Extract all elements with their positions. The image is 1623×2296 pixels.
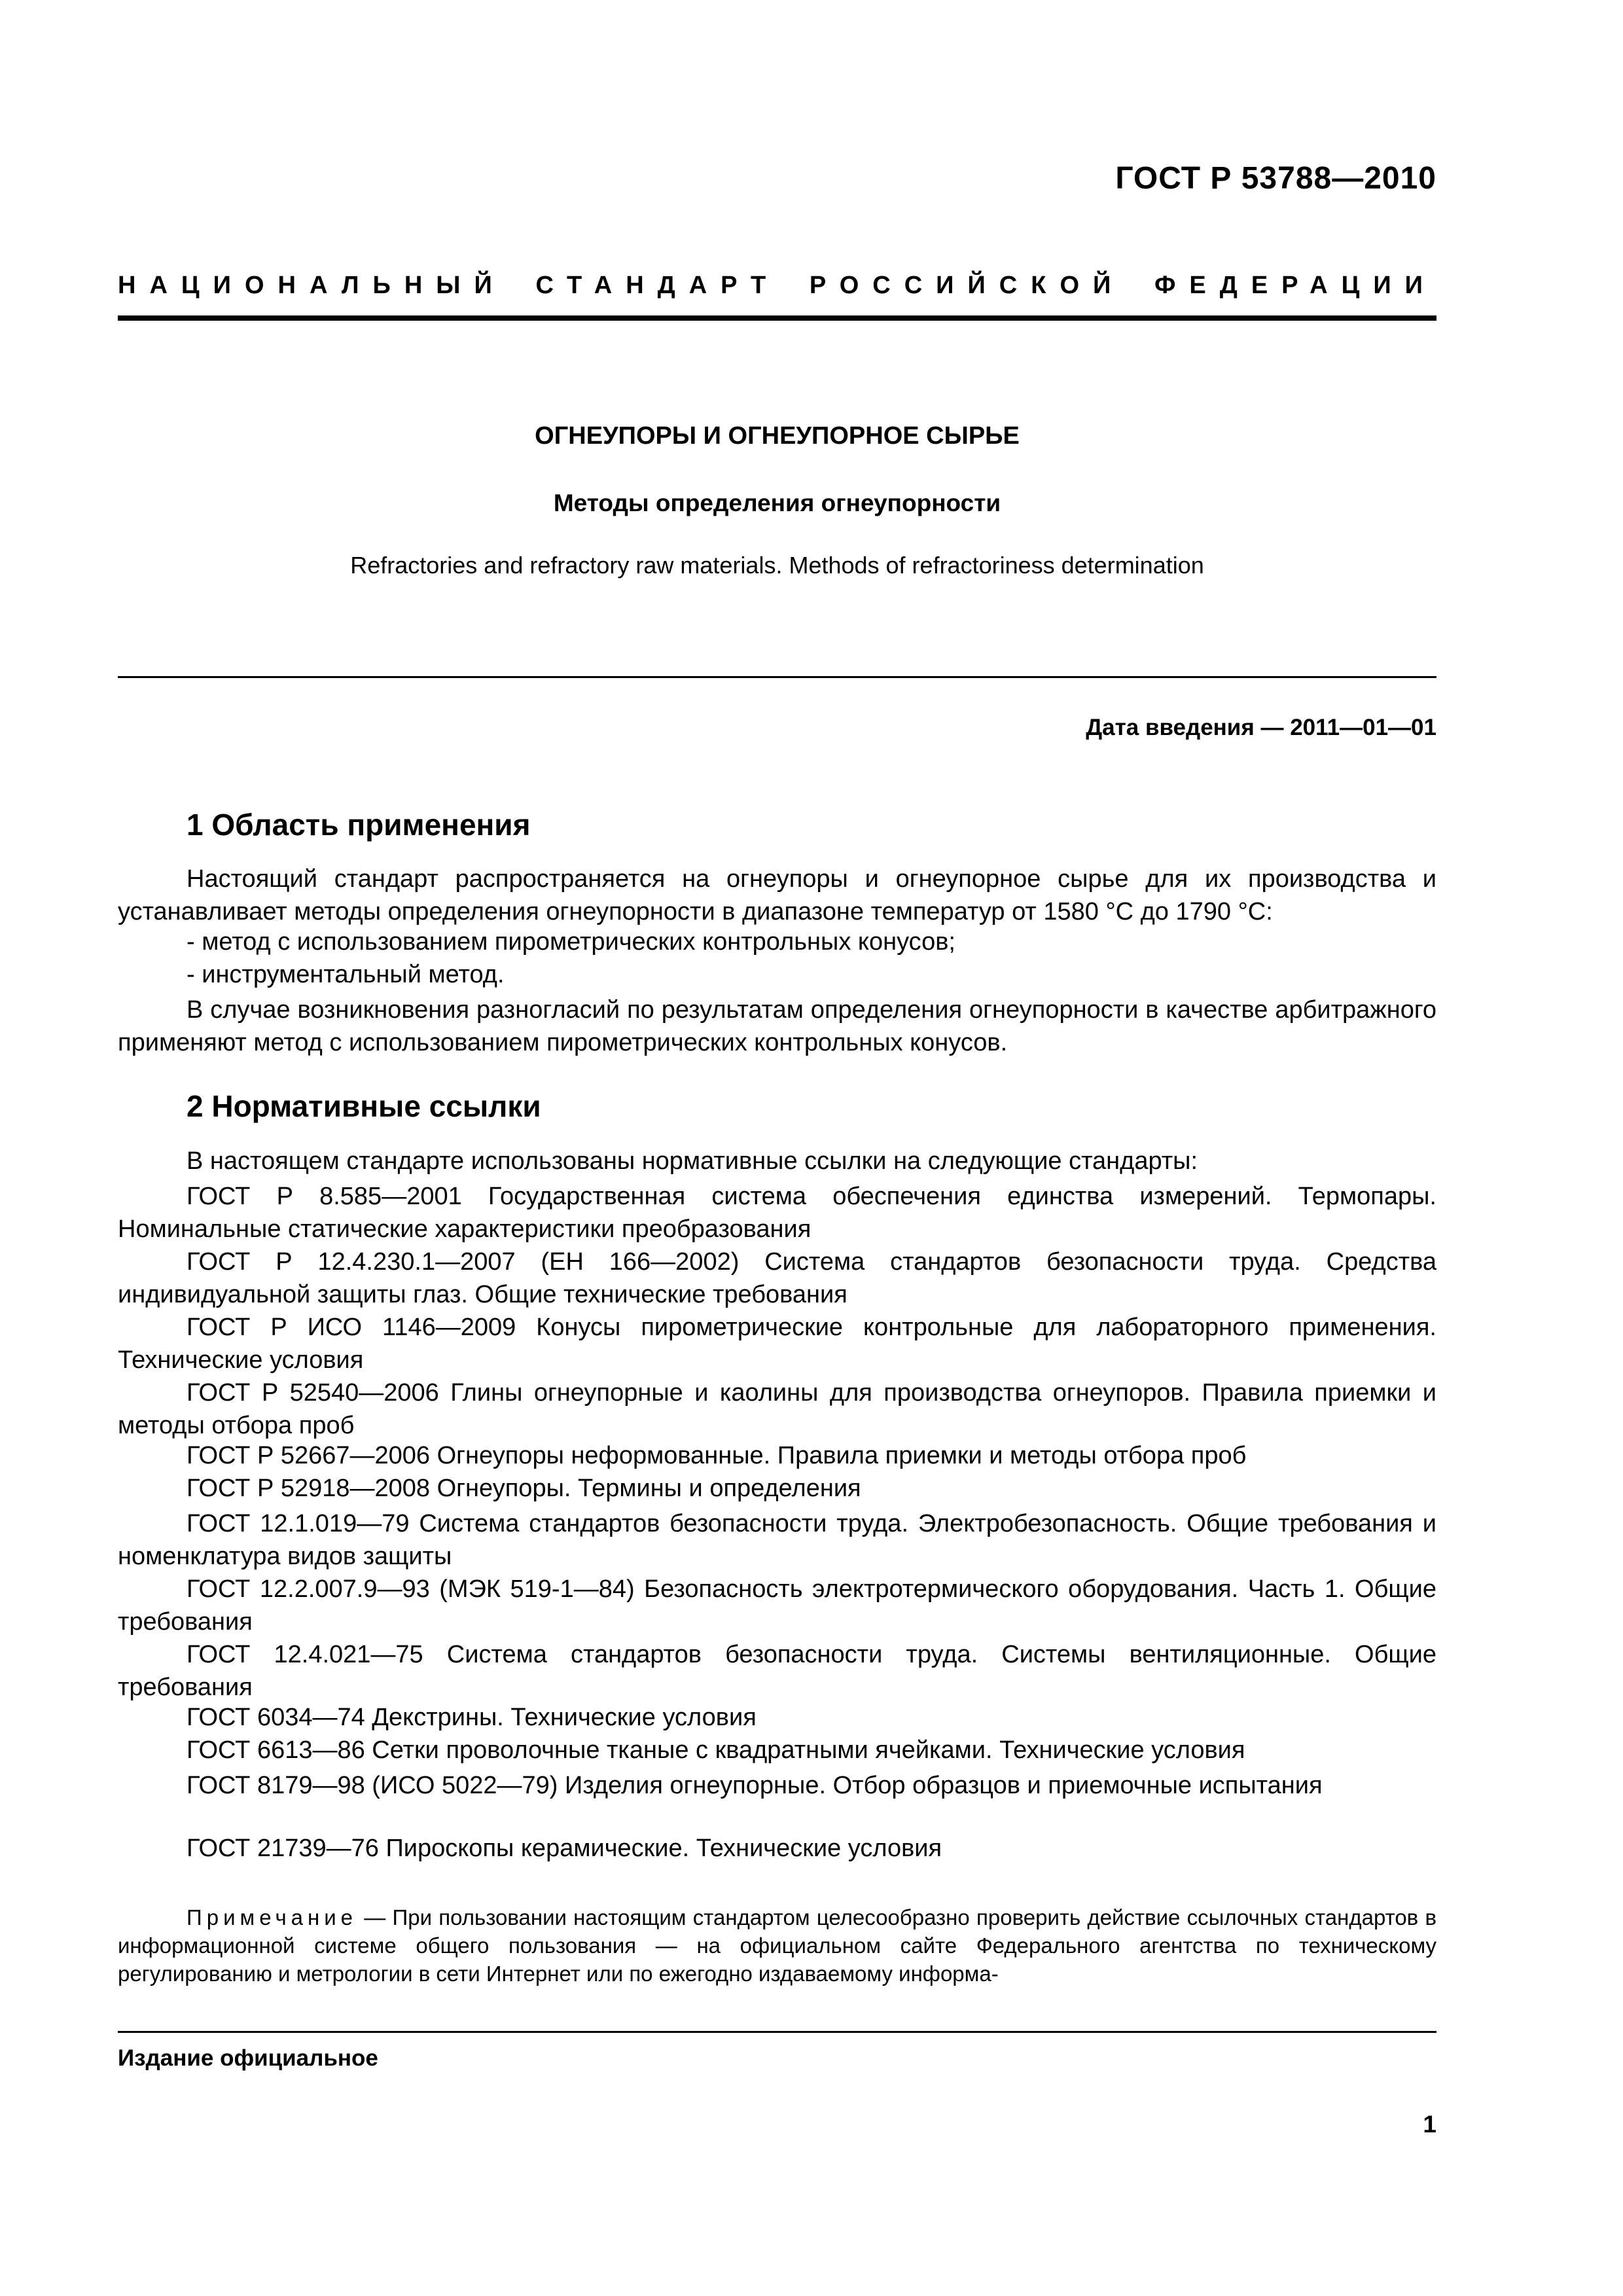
national-title-word: РОССИЙСКОЙ	[809, 272, 1125, 299]
note-label: Примечание	[187, 1905, 358, 1929]
national-title-word: ФЕДЕРАЦИИ	[1154, 272, 1436, 299]
reference-item: ГОСТ Р 12.4.230.1—2007 (ЕН 166—2002) Система стандартов безопасности труда. Средства индивидуальной защиты глаз. Общие технические требования	[118, 1248, 1436, 1308]
reference-item: ГОСТ 12.2.007.9—93 (МЭК 519-1—84) Безопасность электротермического оборудования. Часть 1. Общие требования	[118, 1575, 1436, 1636]
note	[118, 1903, 1436, 1988]
title-rule	[118, 676, 1436, 678]
national-title-word: НАЦИОНАЛЬНЫЙ	[118, 272, 506, 299]
document-title: ОГНЕУПОРЫ И ОГНЕУПОРНОЕ СЫРЬЕ	[535, 422, 1020, 450]
reference-item: ГОСТ 8179—98 (ИСО 5022—79) Изделия огнеупорные. Отбор образцов и приемочные испытания	[187, 1772, 1323, 1799]
reference-item: ГОСТ 21739—76 Пироскопы керамические. Технические условия	[187, 1835, 942, 1862]
reference-item: ГОСТ Р 52667—2006 Огнеупоры неформованные. Правила приемки и методы отбора проб	[187, 1442, 1247, 1469]
reference-item: ГОСТ 12.4.021—75 Система стандартов безопасности труда. Системы вентиляционные. Общие требования	[118, 1641, 1436, 1701]
introduction-date: Дата введения — 2011—01—01	[1086, 715, 1436, 740]
reference-item: ГОСТ Р 52540—2006 Глины огнеупорные и каолины для производства огнеупоров. Правила приемки и методы отбора проб	[118, 1379, 1436, 1439]
gost-number: ГОСТ Р 53788—2010	[1115, 161, 1436, 196]
reference-item: ГОСТ 6613—86 Сетки проволочные тканые с квадратными ячейками. Технические условия	[187, 1736, 1245, 1764]
section-1-paragraph-2: В случае возникновения разногласий по результатам определения огнеупорности в качестве арбитражного применяют метод с использованием пирометрических контрольных конусов.	[118, 996, 1436, 1056]
section-2-intro: В настоящем стандарте использованы нормативные ссылки на следующие стандарты:	[187, 1147, 1198, 1175]
page-number: 1	[1423, 2111, 1436, 2138]
section-1-list-item-2: - инструментальный метод.	[187, 961, 505, 988]
edition-label: Издание официальное	[118, 2045, 378, 2071]
reference-item: ГОСТ Р 8.585—2001 Государственная система обеспечения единства измерений. Термопары. Номинальные статические характеристики преобразования	[118, 1183, 1436, 1243]
document-subtitle: Методы определения огнеупорности	[553, 490, 1001, 516]
section-1-paragraph-1: Настоящий стандарт распространяется на огнеупоры и огнеупорное сырье для их производства и устанавливает методы определения огнеупорности в диапазоне температур от 1580 °С до 1790 °С:	[118, 865, 1436, 925]
reference-item: ГОСТ 6034—74 Декстрины. Технические условия	[187, 1704, 757, 1731]
reference-item: ГОСТ 12.1.019—79 Система стандартов безопасности труда. Электробезопасность. Общие требования и номенклатура видов защиты	[118, 1510, 1436, 1570]
note-text: — При пользовании настоящим стандартом целесообразно проверить действие ссылочных стандартов в информационной системе общего пользования — на официальном сайте Федерального агентства по техническому регулированию и метрологии в сети Интернет или по ежегодно издаваемому информа-	[118, 1905, 1436, 1986]
section-2-heading: 2 Нормативные ссылки	[187, 1089, 541, 1123]
national-title-word: СТАНДАРТ	[535, 272, 780, 299]
header-rule	[118, 315, 1436, 321]
reference-item: ГОСТ Р 52918—2008 Огнеупоры. Термины и определения	[187, 1475, 861, 1502]
section-1-list-item-1: - метод с использованием пирометрических контрольных конусов;	[187, 928, 955, 956]
english-title: Refractories and refractory raw materials. Methods of refractoriness determination	[350, 552, 1204, 579]
national-standard-title	[118, 272, 1436, 300]
footer-rule	[118, 2031, 1436, 2033]
reference-item: ГОСТ Р ИСО 1146—2009 Конусы пирометрические контрольные для лабораторного применения. Технические условия	[118, 1314, 1436, 1374]
section-1-heading: 1 Область применения	[187, 808, 531, 842]
